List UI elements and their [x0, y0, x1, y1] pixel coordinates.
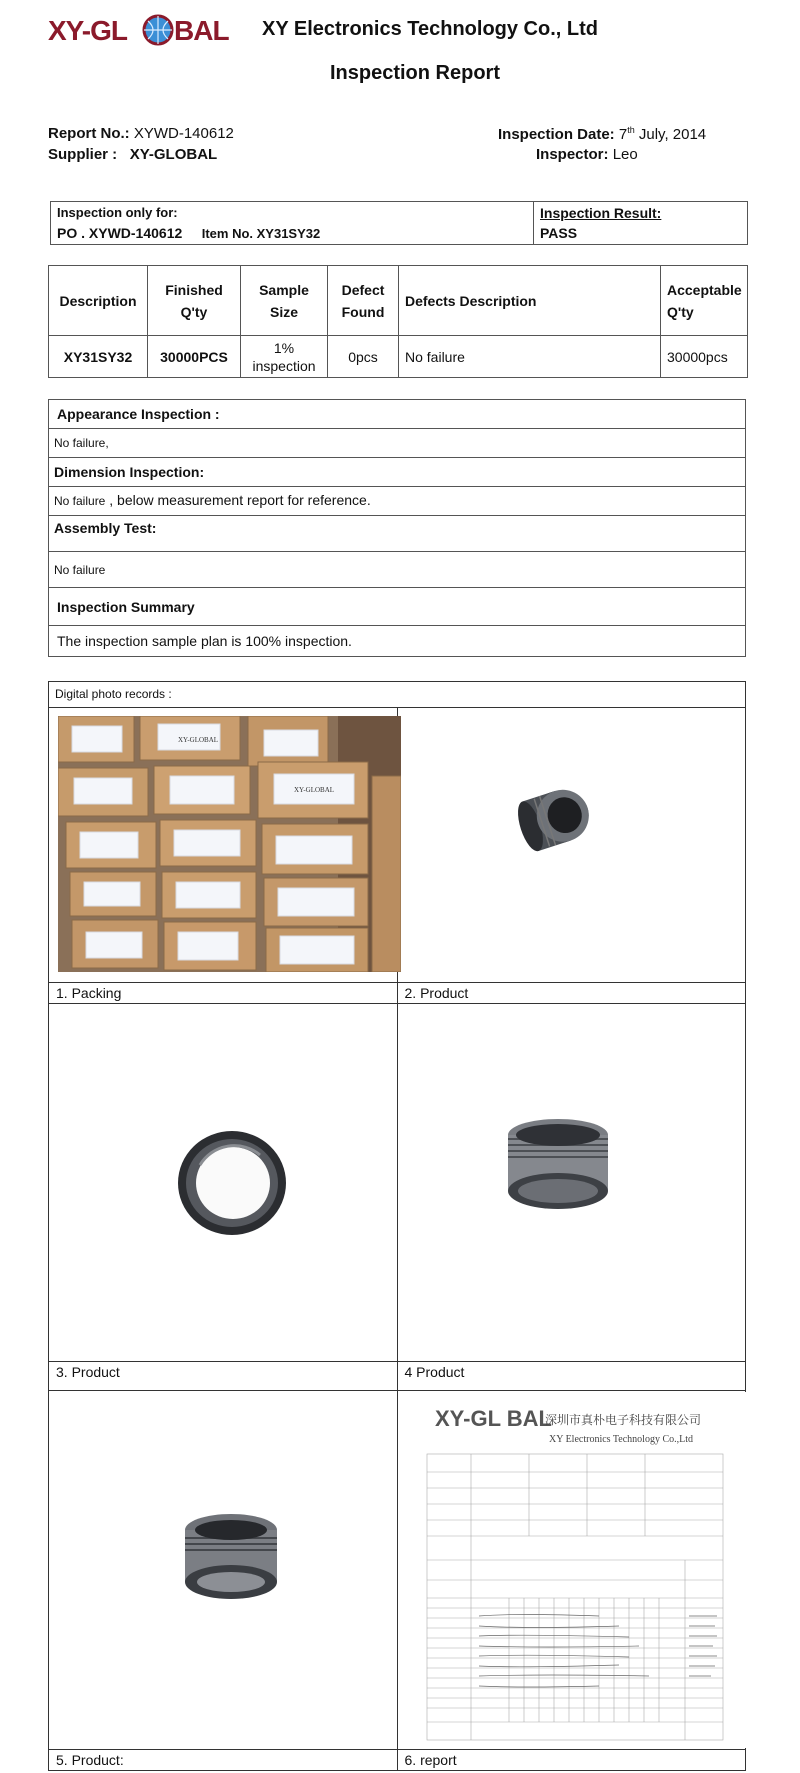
- caption-3: 3. Product: [49, 1362, 398, 1391]
- summary-title: Inspection Summary: [49, 588, 746, 626]
- po-number: PO . XYWD-140612: [57, 224, 183, 241]
- header-sample-size: Sample Size: [241, 266, 328, 336]
- photo-product-4: [397, 1004, 746, 1362]
- packing-boxes-image: [58, 716, 401, 972]
- inspection-date: Inspection Date: 7th July, 2014: [498, 125, 707, 143]
- header-description: Description: [49, 266, 148, 336]
- row-description: XY31SY32: [49, 336, 148, 378]
- item-number: Item No. XY31SY32: [201, 225, 321, 241]
- inspector: Inspector: Leo: [536, 146, 638, 163]
- company-name: XY Electronics Technology Co., Ltd: [262, 18, 598, 40]
- summary-text: The inspection sample plan is 100% inspection.: [49, 626, 746, 657]
- quantity-table: [48, 265, 748, 378]
- caption-2: 2. Product: [397, 983, 746, 1004]
- report-no: Report No.: XYWD-140612: [48, 125, 234, 142]
- product-ring-image-3: [50, 1005, 399, 1360]
- header-defects-description: Defects Description: [399, 266, 661, 336]
- assembly-text: No failure: [49, 552, 746, 588]
- row-sample-size: 1% inspection: [241, 336, 328, 378]
- row-finished-qty: 30000PCS: [148, 336, 241, 378]
- company-logo: [48, 10, 248, 48]
- assembly-title: Assembly Test:: [49, 516, 746, 552]
- inspection-sections: [48, 399, 746, 657]
- photo-product-3: [49, 1004, 398, 1362]
- report-scan-logo: XY-GL BAL: [434, 1406, 552, 1431]
- caption-6: 6. report: [397, 1750, 746, 1771]
- report-scan-company-en: XY Electronics Technology Co.,Ltd: [548, 1434, 693, 1445]
- photo-product-2: [397, 708, 746, 983]
- svg-text:XY-GLOBAL: XY-GLOBAL: [294, 786, 335, 794]
- photo-records: [48, 681, 746, 1771]
- supplier: Supplier : XY-GLOBAL: [48, 146, 218, 163]
- box-label-text: XY-GLOBAL: [178, 736, 219, 744]
- row-defect-found: 0pcs: [328, 336, 399, 378]
- header-acceptable-qty: Acceptable Q'ty: [661, 266, 748, 336]
- product-ring-image-2: [399, 709, 748, 981]
- photo-report: [397, 1391, 746, 1750]
- inspection-for-table: [50, 201, 748, 245]
- result-value: PASS: [540, 225, 578, 241]
- svg-text:XY-GL: XY-GL: [48, 15, 128, 46]
- appearance-title: Appearance Inspection :: [49, 400, 746, 429]
- header-finished-qty: Finished Q'ty: [148, 266, 241, 336]
- product-ring-image-5: [50, 1392, 399, 1748]
- result-label: Inspection Result:: [540, 205, 662, 221]
- row-acceptable-qty: 30000pcs: [661, 336, 748, 378]
- appearance-text: No failure,: [49, 429, 746, 458]
- photo-records-title: Digital photo records :: [49, 682, 746, 708]
- page-title: Inspection Report: [329, 62, 500, 84]
- product-ring-image-4: [399, 1005, 748, 1360]
- dimension-text: No failure , below measurement report for reference.: [49, 487, 746, 516]
- photo-packing: [49, 708, 398, 983]
- header-defect-found: Defect Found: [328, 266, 399, 336]
- photo-product-5: [49, 1391, 398, 1750]
- report-scan-company-cn: 深圳市真朴电子科技有限公司: [544, 1413, 701, 1427]
- row-defects-description: No failure: [399, 336, 661, 378]
- inspection-for-label: Inspection only for:: [57, 204, 178, 220]
- caption-5: 5. Product:: [49, 1750, 398, 1771]
- svg-text:BAL: BAL: [174, 15, 229, 46]
- caption-1: 1. Packing: [49, 983, 398, 1004]
- dimension-title: Dimension Inspection:: [49, 458, 746, 487]
- caption-4: 4 Product: [397, 1362, 746, 1391]
- report-scan-image: [399, 1392, 748, 1748]
